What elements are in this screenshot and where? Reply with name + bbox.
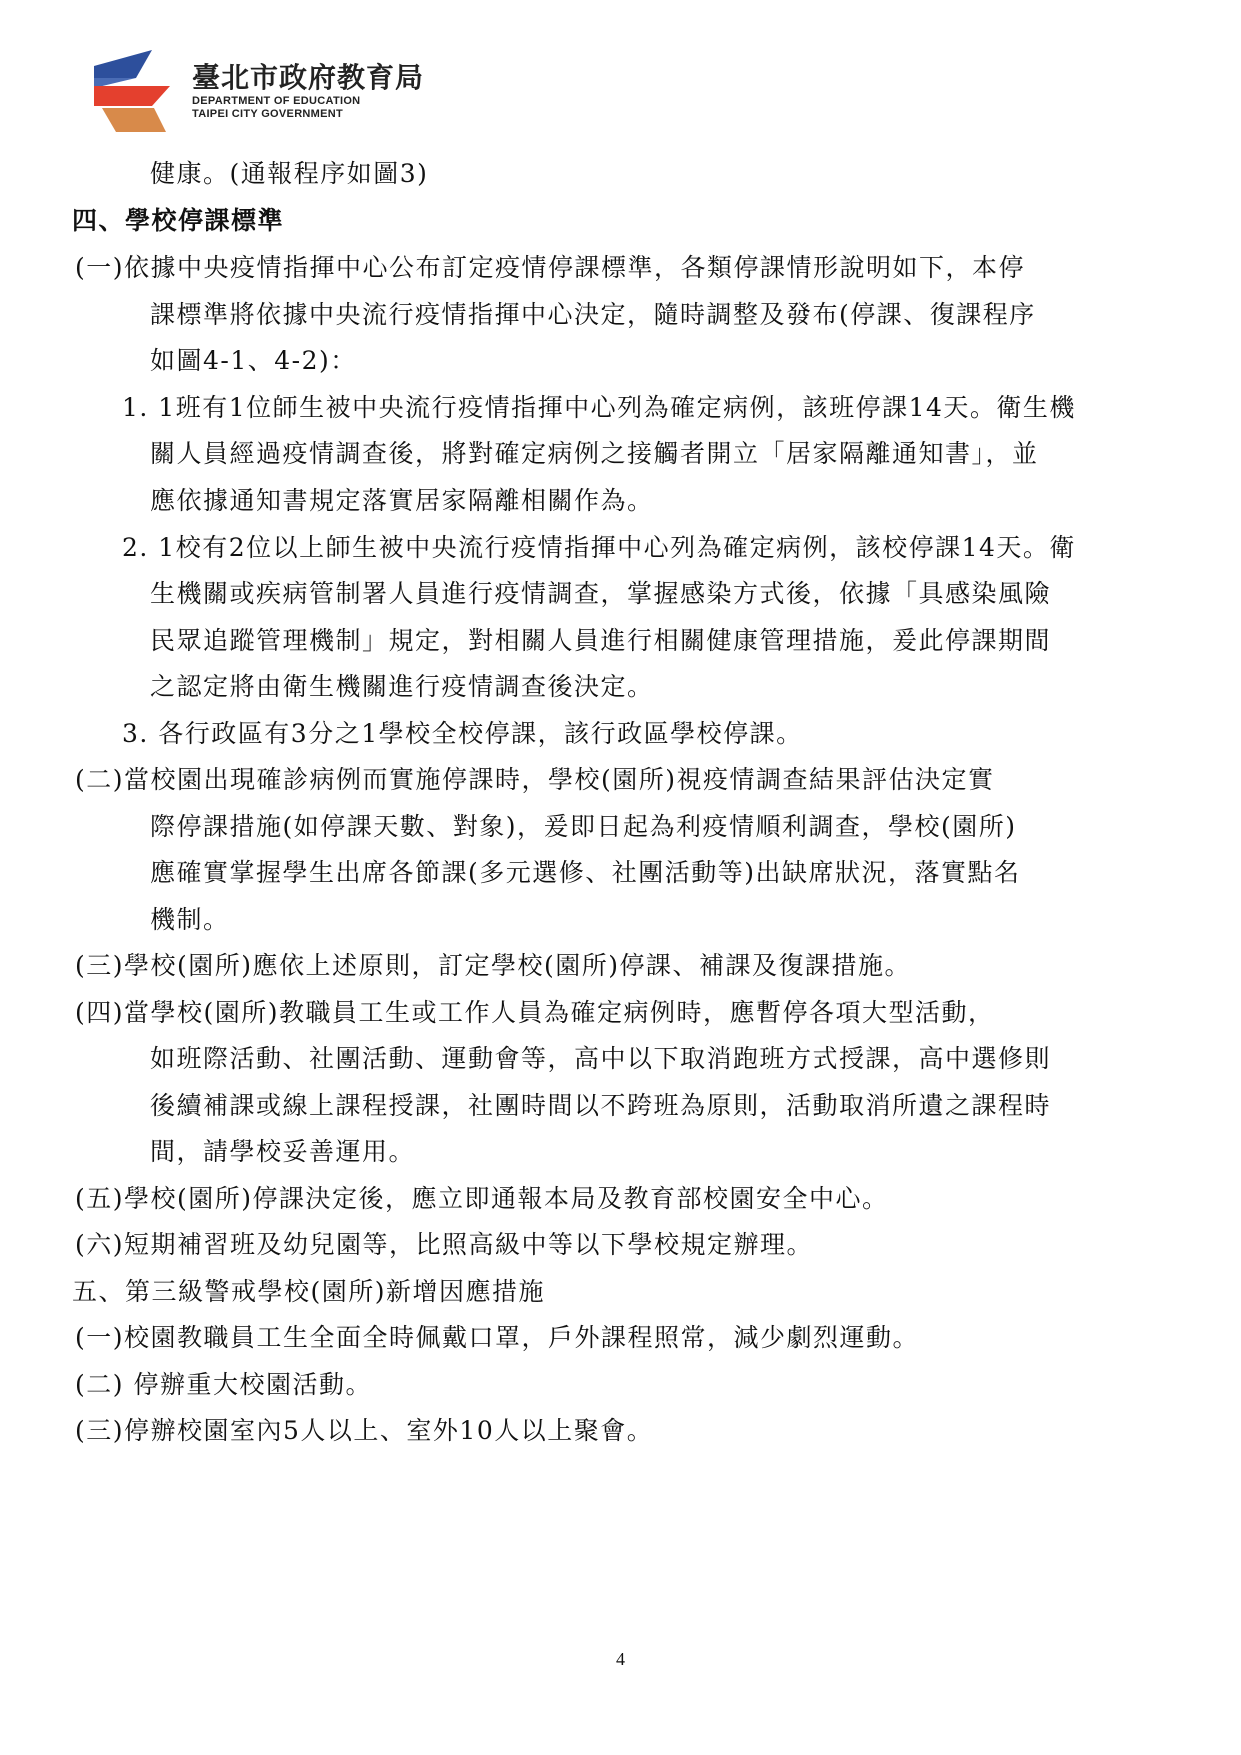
text-line: 應依據通知書規定落實居家隔離相關作為。 [150,486,654,515]
org-name-en-line1: DEPARTMENT OF EDUCATION [192,95,361,107]
section-heading: 四、學校停課標準 [72,206,285,235]
text-line: (三)學校(園所)應依上述原則，訂定學校(園所)停課、補課及復課措施。 [75,951,912,980]
text-line: (三)停辦校園室內5人以上、室外10人以上聚會。 [75,1416,654,1445]
text-line: (一)依據中央疫情指揮中心公布訂定疫情停課標準，各類停課情形說明如下，本停 [75,253,1026,282]
org-name-en-line2: TAIPEI CITY GOVERNMENT [192,108,344,120]
text-line: 如圖4-1、4-2)： [150,346,357,375]
text-line: (六)短期補習班及幼兒園等，比照高級中等以下學校規定辦理。 [75,1230,814,1259]
text-line: (二)當校園出現確診病例而實施停課時，學校(園所)視疫情調查結果評估決定實 [75,765,995,794]
text-line: (二) 停辦重大校園活動。 [75,1370,372,1399]
text-line: (一)校園教職員工生全面全時佩戴口罩，戶外課程照常，減少劇烈運動。 [75,1323,920,1352]
list-item: 2. 1校有2位以上師生被中央流行疫情指揮中心列為確定病例，該校停課14天。衛 [122,533,1076,562]
text-line: 際停課措施(如停課天數、對象)，爰即日起為利疫情順利調查，學校(園所) [150,812,1017,841]
text-line: (四)當學校(園所)教職員工生或工作人員為確定病例時，應暫停各項大型活動， [75,998,995,1027]
list-item: 1. 1班有1位師生被中央流行疫情指揮中心列為確定病例，該班停課14天。衛生機 [122,393,1076,422]
text-line: 間，請學校妥善運用。 [150,1137,416,1166]
text-line: 民眾追蹤管理機制」規定，對相關人員進行相關健康管理措施，爰此停課期間 [150,626,1052,655]
text-line: 之認定將由衛生機關進行疫情調查後決定。 [150,672,654,701]
header-org-name [192,61,424,121]
text-line: 後續補課或線上課程授課，社團時間以不跨班為原則，活動取消所遺之課程時 [150,1091,1052,1120]
text-line: (五)學校(園所)停課決定後，應立即通報本局及教育部校園安全中心。 [75,1184,889,1213]
education-department-logo-icon [92,48,178,134]
header-logo [92,46,424,136]
text-line: 關人員經過疫情調查後，將對確定病例之接觸者開立「居家隔離通知書」，並 [150,439,1039,468]
list-item: 3. 各行政區有3分之1學校全校停課，該行政區學校停課。 [122,719,803,748]
text-line: 應確實掌握學生出席各節課(多元選修、社團活動等)出缺席狀況，落實點名 [150,858,1021,887]
text-line: 如班際活動、社團活動、運動會等，高中以下取消跑班方式授課，高中選修則 [150,1044,1052,1073]
section-heading: 五、第三級警戒學校(園所)新增因應措施 [72,1277,546,1306]
org-name-zh: 臺北市政府教育局 [192,61,425,94]
text-line: 課標準將依據中央流行疫情指揮中心決定，隨時調整及發布(停課、復課程序 [150,300,1036,329]
text-line: 健康。(通報程序如圖3) [150,159,429,188]
text-line: 生機關或疾病管制署人員進行疫情調查，掌握感染方式後，依據「具感染風險 [150,579,1052,608]
page-number: 4 [616,1649,625,1669]
text-line: 機制。 [150,905,230,934]
